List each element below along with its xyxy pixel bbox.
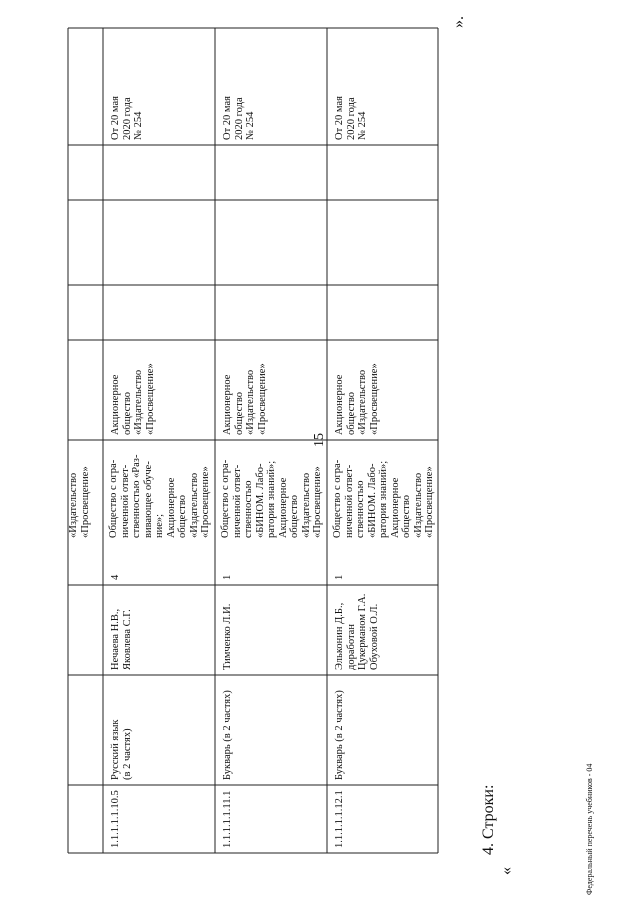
row-grade: 4 <box>110 574 121 580</box>
continuation-publisher: «Издательство «Просвещение» <box>68 466 91 538</box>
row-grade: 1 <box>222 574 233 580</box>
row-title: Букварь (в 2 частях) <box>334 690 345 780</box>
row-publisher: Общество с огра- ниченной ответ- ственностью «Раз- вивающее обуче- ние»; Акционерное общество «Издательство «Просвещение» <box>108 454 211 538</box>
section-heading: 4. Строки: <box>480 784 497 855</box>
closing-quote: ». <box>450 16 467 28</box>
row-publisher: Общество с огра- ниченной ответ- ственностью «БИНОМ. Лабо- ратория знаний»; Акционерное общество «Издательство «Просвещение» <box>220 459 323 538</box>
row-order: От 20 мая 2020 года № 254 <box>334 96 368 140</box>
row-successor: Акционерное общество «Издательство «Просвещение» <box>110 363 156 435</box>
page-number: 15 <box>312 433 327 447</box>
row-order: От 20 мая 2020 года № 254 <box>110 96 144 140</box>
row-publisher: Общество с огра- ниченной ответ- ственностью «БИНОМ. Лабо- ратория знаний»; Акционерное общество «Издательство «Просвещение» <box>332 459 435 538</box>
row-authors: Нечаева Н.В., Яковлева С.Г. <box>110 608 133 670</box>
row-order: От 20 мая 2020 года № 254 <box>222 96 256 140</box>
row-title: Русский язык (в 2 частях) <box>110 719 133 780</box>
row-code: 1.1.1.1.1.12.1 <box>334 790 345 848</box>
row-title: Букварь (в 2 частях) <box>222 690 233 780</box>
row-authors: Эльконин Д.Б., доработан Цукерманом Г.А. Обуховой О.Л. <box>334 593 380 670</box>
row-successor: Акционерное общество «Издательство «Просвещение» <box>222 363 268 435</box>
row-code: 1.1.1.1.1.11.1 <box>222 790 233 848</box>
opening-quote: « <box>498 867 515 875</box>
footer-text: Федеральный перечень учебников - 04 <box>585 763 594 895</box>
row-successor: Акционерное общество «Издательство «Просвещение» <box>334 363 380 435</box>
row-grade: 1 <box>334 574 345 580</box>
row-code: 1.1.1.1.1.10.5 <box>110 790 121 848</box>
row-authors: Тимченко Л.И. <box>222 603 233 670</box>
